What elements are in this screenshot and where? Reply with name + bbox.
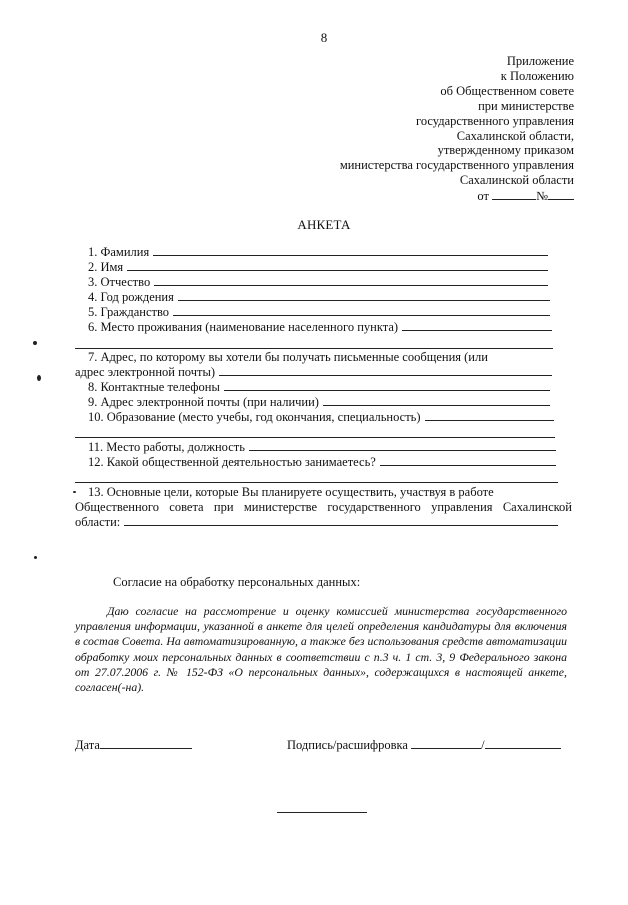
input-line[interactable]	[127, 260, 548, 271]
signature-label: Подпись/расшифровка	[287, 738, 408, 752]
input-line[interactable]	[402, 320, 552, 331]
field-label: 8. Контактные телефоны	[88, 380, 220, 394]
field-label: 10. Образование (место учебы, год окончания, специальность)	[88, 410, 421, 424]
consent-heading: Согласие на обработку персональных данных:	[113, 575, 361, 589]
field-label: 11. Место работы, должность	[88, 440, 245, 454]
number-label: №	[536, 189, 548, 204]
page-number: 8	[320, 30, 328, 45]
field-residence[interactable]	[88, 320, 552, 335]
input-line[interactable]	[75, 437, 555, 438]
field-name[interactable]	[88, 260, 548, 275]
field-label: 1. Фамилия	[88, 245, 150, 259]
appendix-date-number	[340, 188, 574, 204]
form-title: АНКЕТА	[297, 217, 351, 232]
scan-speck	[33, 341, 37, 345]
appendix-line: утвержденному приказом	[437, 143, 574, 158]
field-label: 12. Какой общественной деятельностью занимаетесь?	[88, 455, 376, 469]
field-citizenship[interactable]	[88, 305, 550, 320]
scan-speck	[37, 375, 41, 381]
appendix-line: при министерстве	[478, 98, 574, 113]
appendix-line: Сахалинской области	[459, 173, 574, 188]
input-line[interactable]	[425, 410, 554, 421]
field-surname[interactable]	[88, 245, 548, 260]
signature-field[interactable]	[287, 738, 561, 753]
field-workplace[interactable]	[88, 440, 556, 455]
input-line[interactable]	[154, 275, 548, 286]
input-line[interactable]	[323, 395, 550, 406]
consent-text: Даю согласие на рассмотрение и оценку комиссией министерства государственного управления информации, указанной в анкете для целей определения кандидатуры для включения в состав Совета. На автоматизированную, а также без использования средств автоматизации обработку моих персональных данных в соответствии с п.3 ч. 1 ст. 3, 9 Федерального закона от 27.07.2006 г. № 152-ФЗ «О персональных данных», содержащихся в настоящей анкете, согласен(-на).	[75, 604, 567, 695]
date-label: Дата	[75, 738, 100, 752]
input-line[interactable]	[224, 380, 550, 391]
input-line[interactable]	[173, 305, 550, 316]
field-label: 9. Адрес электронной почты (при наличии)	[88, 395, 319, 409]
from-label: от	[477, 189, 489, 204]
field-postal-address[interactable]	[75, 365, 552, 380]
input-line[interactable]	[75, 348, 553, 349]
field-label: 3. Отчество	[88, 275, 151, 289]
field-label: адрес электронной почты)	[75, 365, 216, 379]
date-blank[interactable]	[492, 188, 536, 200]
appendix-block	[340, 54, 574, 204]
date-field[interactable]	[75, 738, 192, 753]
input-line[interactable]	[219, 365, 552, 376]
field-postal-address-label: 7. Адрес, по которому вы хотели бы получать письменные сообщения (или	[88, 350, 488, 364]
appendix-line: Сахалинской области,	[456, 128, 574, 143]
scan-speck	[34, 556, 37, 559]
input-line[interactable]	[124, 515, 558, 526]
signature-input-line[interactable]	[411, 738, 481, 749]
input-line[interactable]	[380, 455, 556, 466]
field-birth-year[interactable]	[88, 290, 550, 305]
transcript-input-line[interactable]	[485, 738, 561, 749]
field-education[interactable]	[88, 410, 554, 425]
field-goals-label-line2: Общественного совета при министерстве государственного управления Сахалинской	[75, 500, 572, 514]
input-line[interactable]	[178, 290, 550, 301]
number-blank[interactable]	[548, 188, 574, 200]
field-label: 6. Место проживания (наименование населенного пункта)	[88, 320, 399, 334]
appendix-line: государственного управления	[416, 113, 574, 128]
signature-separator: /	[481, 738, 485, 752]
scan-speck	[73, 491, 76, 493]
appendix-line: Приложение	[506, 54, 574, 68]
input-line[interactable]	[75, 482, 558, 483]
field-phones[interactable]	[88, 380, 550, 395]
date-input-line[interactable]	[100, 738, 192, 749]
field-label: 2. Имя	[88, 260, 124, 274]
bottom-line	[277, 812, 367, 813]
appendix-line: об Общественном совете	[440, 83, 574, 98]
consent-text-block	[75, 604, 567, 695]
field-goals-label: 13. Основные цели, которые Вы планируете осуществить, участвуя в работе	[88, 485, 494, 499]
field-email[interactable]	[88, 395, 550, 410]
field-label: 5. Гражданство	[88, 305, 170, 319]
field-patronymic[interactable]	[88, 275, 548, 290]
field-label: области:	[75, 515, 121, 529]
field-public-activity[interactable]	[88, 455, 556, 470]
appendix-line: министерства государственного управления	[339, 158, 574, 173]
field-label: 4. Год рождения	[88, 290, 174, 304]
field-goals[interactable]	[75, 515, 558, 530]
input-line[interactable]	[153, 245, 548, 256]
input-line[interactable]	[249, 440, 556, 451]
appendix-line: к Положению	[500, 68, 574, 83]
